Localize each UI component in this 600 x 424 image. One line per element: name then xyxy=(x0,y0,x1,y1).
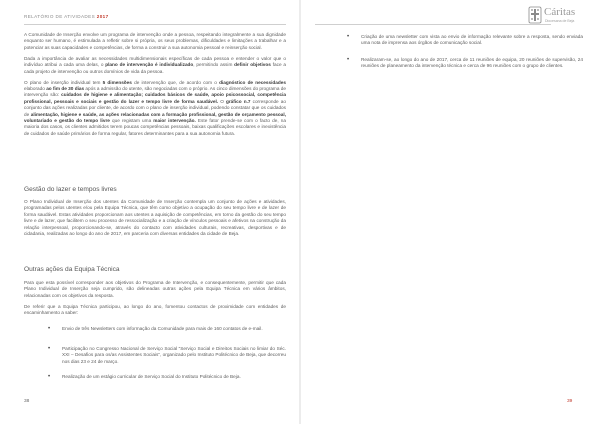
section-title-other-actions: Outras ações da Equipa Técnica xyxy=(24,266,120,273)
bullet-meetings xyxy=(347,57,583,70)
left-body-actions xyxy=(24,280,286,321)
bold-run: plano de intervenção é individualizado xyxy=(105,62,194,68)
bullet-text: Criação de uma newsletter com vista ao envio de informação relevante sobre a resposta, sendo enviada uma nota de imprensa aos órgãos de comunicação social. xyxy=(361,34,583,46)
bold-run: ao fim de 30 dias xyxy=(46,86,85,92)
header-title: RELATÓRIO DE ATIVIDADES xyxy=(24,14,96,19)
text-run: corresponde ao conjunto das ações realizadas por cliente, de acordo com o plano de inserção individual, podendo constatar que os cuidados de xyxy=(24,98,286,117)
paragraph-actions: Para que esta possível corresponder aos objetivos do Programa de Intervenção, e consequentemente, permitir que cada Plano Individual de Inserção seja cumprido, são delineadas outras ações pela Equipa Técnica em vários âmbitos, relacionadas com os objetivos da resposta. xyxy=(24,280,286,298)
bold-run: definir objetivos xyxy=(234,62,271,68)
bullet-internship xyxy=(48,374,286,380)
bullet-text: Participação no Congresso Nacional de Serviço Social “Serviço Social e Direitos Sociais no limiar do Séc. XXI – Desafios para os/as Assistentes Sociais”, organizado pelo Instituto Politécnico de Beja, que decorreu nos dias 23 e 24 de março. xyxy=(62,346,286,364)
right-page xyxy=(301,0,600,424)
text-run: O plano de inserção individual tem xyxy=(24,79,103,85)
text-run: Dada a importância de avaliar as necessidades multidimensionais específicas de cada pessoa e entender o valor que o indivíduo atribui a cada uma delas, o xyxy=(24,55,286,68)
bold-run: gráfico n.7 xyxy=(225,98,251,104)
bullet-dot: • xyxy=(347,57,350,63)
paragraph-needs xyxy=(24,56,286,75)
bullet-newsletter-creation xyxy=(347,34,583,47)
caritas-logo-icon xyxy=(528,6,542,24)
paragraph-contacts: De referir que a Equipa Técnica participou, ao longo do ano, fomentou contactos de proximidade com entidades de encaminhamento a saber: xyxy=(24,303,286,316)
left-page xyxy=(0,0,299,424)
text-run: elaborado xyxy=(24,86,47,92)
left-body-leisure xyxy=(24,199,286,242)
bold-run: alimentação, higiene e saúde, as ações relacionadas com a formação profissional, gestão de orçamento pessoal, voluntariado e gestão do tempo livre xyxy=(24,111,286,124)
text-run: de intervenção que, de acordo com o xyxy=(131,79,220,85)
bullet-text: Realização de um estágio curricular de Serviço Social do Instituto Politécnico de Beja. xyxy=(62,374,241,379)
bullet-dot: • xyxy=(347,34,350,40)
section-title-leisure: Gestão do lazer e tempos livres xyxy=(24,186,117,193)
header-year: 2017 xyxy=(96,14,109,19)
bullet-dot: • xyxy=(48,326,51,332)
header-rule-right xyxy=(315,24,551,25)
text-run: face a cada projeto de intervenção ou outros domínios de vida da pessoa. xyxy=(24,62,286,74)
bold-run: maior intervenção. xyxy=(153,118,196,124)
page-number-left: 38 xyxy=(24,399,30,404)
text-run: Este fator prende-se com o facto de, na maioria dos casos, os clientes admitidos terem poucas competências pessoais, baixas qualificações escolares e inexistência de cuidados de saúde primários de forma regular, fatores determinantes para a sua autonomia futura. xyxy=(24,118,287,136)
text-run: que registam uma xyxy=(109,118,154,124)
bold-run: 5 dimensões xyxy=(102,79,132,85)
page-number-right: 39 xyxy=(567,399,573,404)
bullet-newsletters xyxy=(48,326,286,332)
paragraph-plan xyxy=(24,80,286,138)
bullet-text: Realizaram-se, ao longo do ano de 2017, cerca de 11 reuniões de equipa, 20 reuniões de supervisão, 24 reuniões de planeamento da intervenção técnica e cerca de 96 reuniões com o grupo de clientes. xyxy=(361,57,583,69)
bullet-congress xyxy=(48,346,286,365)
bold-run: diagnóstico de necessidades xyxy=(219,79,286,85)
paragraph-leisure: O Plano Individual de Inserção dos utentes da Comunidade de Inserção contempla um conjunto de ações e atividades, programadas pelos utentes e/ou pela Equipa Técnica, que têm como objetivo a ocupação do seu tempo livre e de lazer de forma saudável. Estas atividades proporcionam aos utentes a aquisição de competências, em torno da gestão do seu tempo livre e de lazer, que facilitem o seu processo de ressocialização e a criação de vínculos pessoais e afetivos na construção da relação interpessoal, proporcionando-se, através do contacto com atividades culturais, recreativas, desportivas e de cidadania, realizadas ao longo do ano de 2017, em parceria com diversas entidades da cidade de Beja. xyxy=(24,199,286,237)
text-run: , permitindo assim xyxy=(193,62,235,68)
logo-name: Cáritas xyxy=(544,6,576,18)
bullet-dot: • xyxy=(48,346,51,352)
text-run: O xyxy=(218,98,226,104)
logo-subtitle: Diocesana de Beja xyxy=(545,19,575,23)
bullet-dot: • xyxy=(48,374,51,380)
paragraph-intro: A Comunidade de Inserção envolve um programa de intervenção onde a pessoa, respeitando integralmente a sua dignidade enquanto ser humano, é estimulada a refletir sobre si própria, os seus problemas, dificuldades e limitações a trabalhar e a potenciar as suas capacidades e competências, de forma a construir a sua autonomia pessoal e reinserção social. xyxy=(24,32,286,50)
bold-run: cuidados de higiene e alimentação; cuidados básicos de saúde, apoio psicossocial, competência profissional, pessoais e sociais e gestão do lazer e tempo livre de forma saudável. xyxy=(24,92,287,104)
text-run: após a admissão do utente, são negociadas com o próprio. As cinco dimensões do programa de intervenção são: xyxy=(24,86,286,98)
bullet-text: Envio de três Newsletters com informação da Comunidade para mais de 160 contatos de e-mail. xyxy=(62,326,263,331)
running-header xyxy=(24,14,109,19)
header-rule xyxy=(24,24,286,25)
left-body xyxy=(24,32,286,142)
caritas-logo xyxy=(528,6,586,28)
